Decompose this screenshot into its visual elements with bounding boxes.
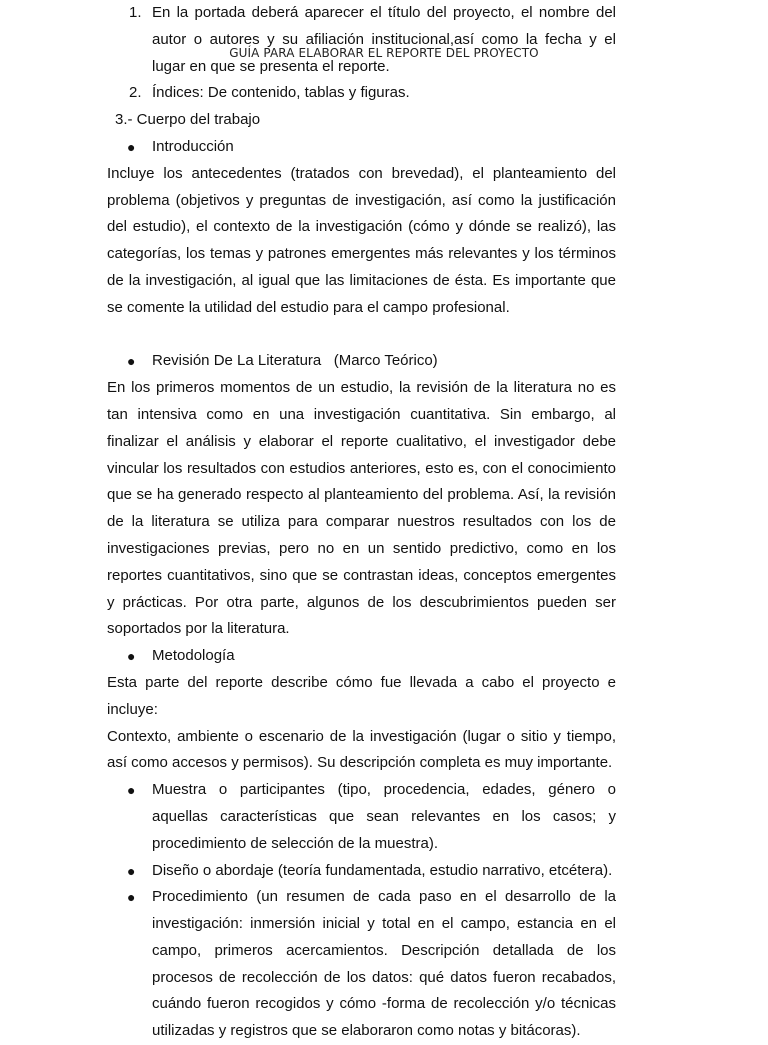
bullet-metodologia bbox=[107, 643, 616, 670]
bullet-muestra bbox=[107, 777, 616, 857]
bullet-diseno bbox=[107, 858, 616, 885]
bullet-text: Metodología bbox=[152, 647, 235, 665]
paragraph-revision: En los primeros momentos de un estudio, la revisión de la literatura no es tan intensiva como en una investigación cuantitativa. Sin embargo, al finalizar el análisis y elaborar el reporte cualitativo, el investigador debe vincular los resultados con estudios anteriores, esto es, con el conocimiento que se ha generado respecto al planteamiento del problema. Así, la revisión de la literatura se utiliza para comparar nuestros resultados con los de investigaciones previas, pero no en un sentido predictivo, como en los reportes cuantitativos, sino que se contrastan ideas, conceptos emergentes y prácticas. Por otra parte, algunos de los descubrimientos pueden ser soportados por la literatura. bbox=[107, 379, 616, 638]
bullet-procedimiento bbox=[107, 884, 616, 1045]
bullet-icon: ● bbox=[127, 889, 136, 906]
paragraph-metodologia: Esta parte del reporte describe cómo fue llevada a cabo el proyecto e incluye: bbox=[107, 673, 616, 718]
bullet-text: Revisión De La Literatura (Marco Teórico) bbox=[152, 352, 438, 370]
page-header-title: GUÍA PARA ELABORAR EL REPORTE DEL PROYECTO bbox=[229, 46, 539, 60]
blank-line bbox=[107, 322, 616, 349]
paragraph-introduccion: Incluye los antecedentes (tratados con brevedad), el planteamiento del problema (objetivos y preguntas de investigación, así como la justificación del estudio), el contexto de la investigación (cómo y dónde se realizó), las categorías, los temas y patrones emergentes más relevantes y los términos de la investigación, al igual que las limitaciones de ésta. Es importante que se comente la utilidad del estudio para el campo profesional. bbox=[107, 164, 616, 316]
bullet-text: Introducción bbox=[152, 137, 234, 155]
numbered-item bbox=[107, 80, 616, 107]
item-number: 1. bbox=[129, 4, 142, 21]
section-heading-cuerpo: 3.- Cuerpo del trabajo bbox=[115, 111, 261, 129]
bullet-introduccion bbox=[107, 134, 616, 161]
item-text: Índices: De contenido, tablas y figuras. bbox=[152, 84, 410, 102]
document-body bbox=[107, 0, 616, 1045]
item-text: En la portada deberá aparecer el título del proyecto, el nombre del autor o autores y su afiliación institucional,así como la fecha y el lugar en que se presenta el reporte. bbox=[152, 4, 616, 75]
numbered-item bbox=[107, 0, 616, 80]
bullet-icon: ● bbox=[127, 782, 136, 799]
bullet-icon: ● bbox=[127, 353, 136, 370]
bullet-text: Procedimiento (un resumen de cada paso en el desarrollo de la investigación: inmersión inicial y total en el campo, estancia en el campo, primeros acercamientos. Descripción detallada de los procesos de recolección de los datos: qué datos fueron recabados, cuándo fueron recogidos y cómo -forma de recolección y/o técnicas utilizadas y registros que se elaboraron como notas y bitácoras). bbox=[152, 888, 616, 1040]
bullet-text: Diseño o abordaje (teoría fundamentada, estudio narrativo, etcétera). bbox=[152, 861, 613, 879]
bullet-revision bbox=[107, 348, 616, 375]
bullet-icon: ● bbox=[127, 138, 136, 155]
bullet-icon: ● bbox=[127, 648, 136, 665]
paragraph-contexto: Contexto, ambiente o escenario de la investigación (lugar o sitio y tiempo, así como accesos y permisos). Su descripción completa es muy importante. bbox=[107, 727, 616, 772]
bullet-icon: ● bbox=[127, 862, 136, 879]
bullet-text: Muestra o participantes (tipo, procedencia, edades, género o aquellas características que sean relevantes en los casos; y procedimiento de selección de la muestra). bbox=[152, 781, 616, 852]
item-number: 2. bbox=[129, 84, 142, 102]
